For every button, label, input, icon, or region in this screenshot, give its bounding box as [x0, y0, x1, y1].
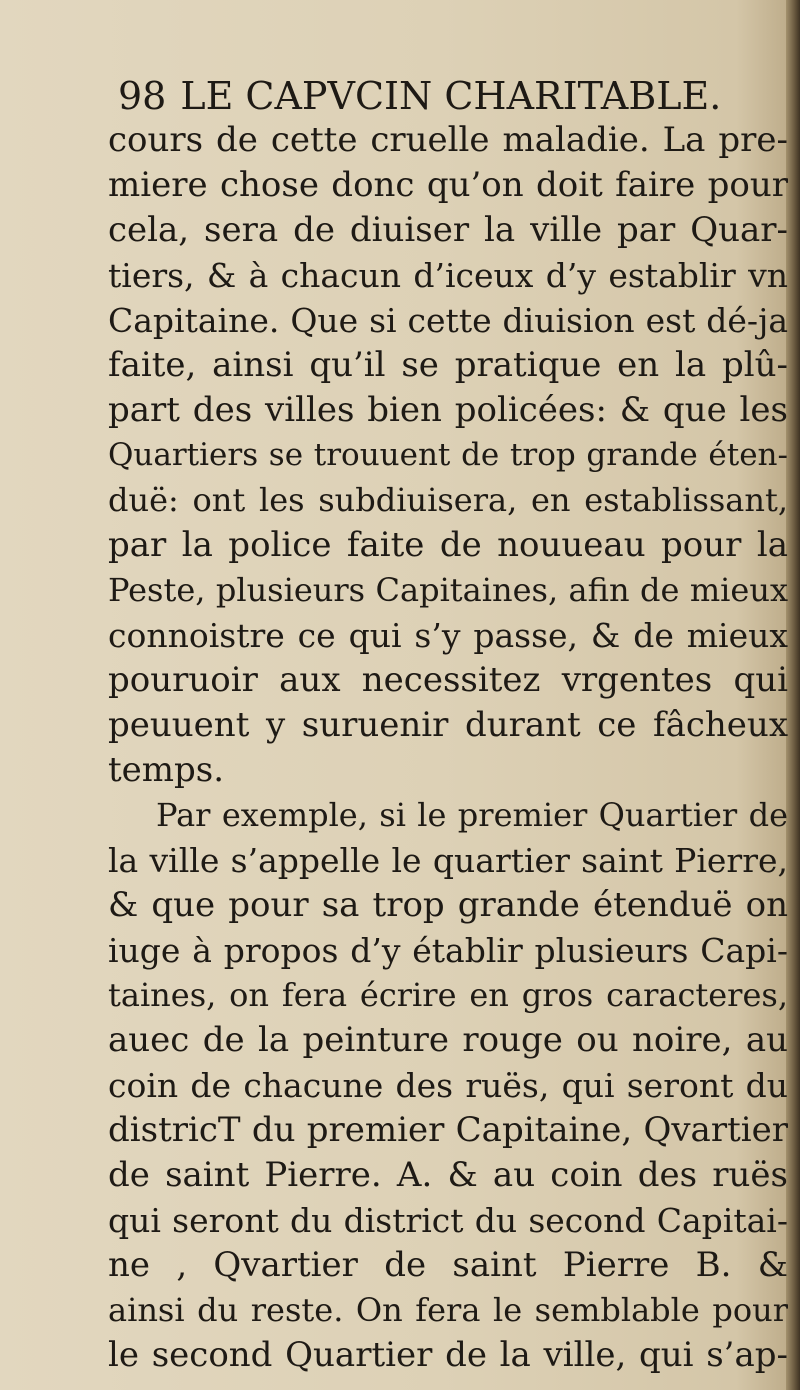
text-line: iuge à propos d’y établir plusieurs Capi-: [108, 931, 788, 970]
text-line: cela, sera de diuiser la ville par Quar-: [108, 210, 788, 250]
text-line: Peste, plusieurs Capitaines, afin de mieux: [108, 571, 788, 609]
text-line: le second Quartier de la ville, qui s’ap-: [108, 1335, 788, 1375]
text-line: part des villes bien policées: & que les: [108, 390, 788, 430]
text-line: taines, on fera écrire en gros caracteres,: [108, 976, 788, 1014]
text-line: faite, ainsi qu’il se pratique en la plû-: [108, 345, 788, 385]
text-line: tiers, & à chacun d’iceux d’y establir vn: [108, 256, 788, 295]
text-line: pouruoir aux necessitez vrgentes qui: [108, 660, 788, 700]
text-line: Par exemple, si le premier Quartier de: [156, 796, 788, 834]
text-line: peuuent y suruenir durant ce fâcheux: [108, 705, 788, 745]
text-line: auec de la peinture rouge ou noire, au: [108, 1020, 788, 1060]
text-line: Quartiers se trouuent de trop grande éten-: [108, 437, 788, 473]
body-text: [108, 118, 788, 1378]
text-line: miere chose donc qu’on doit faire pour: [108, 165, 788, 205]
text-line: cours de cette cruelle maladie. La pre-: [108, 120, 788, 160]
text-line: coin de chacune des ruës, qui seront du: [108, 1066, 788, 1105]
text-line: ainsi du reste. On fera le semblable pour: [108, 1291, 788, 1329]
text-line: par la police faite de nouueau pour la: [108, 525, 788, 565]
text-line: duë: ont les subdiuisera, en establissant,: [108, 481, 788, 519]
text-line: de saint Pierre. A. & au coin des ruës: [108, 1155, 788, 1195]
text-line: Capitaine. Que si cette diuision est dé-ja: [108, 301, 788, 340]
text-line: connoistre ce qui s’y passe, & de mieux: [108, 616, 788, 655]
text-line: ne , Qvartier de saint Pierre B. &: [108, 1245, 788, 1285]
text-line: districT du premier Capitaine, Qvartier: [108, 1110, 788, 1150]
text-line: temps.: [108, 750, 225, 790]
text-line: qui seront du district du second Capitai-: [108, 1201, 788, 1240]
running-title: LE CAPVCIN CHARITABLE.: [180, 74, 722, 118]
page-number: 98: [118, 74, 167, 118]
page-edge: [786, 0, 800, 1390]
text-line: & que pour sa trop grande étenduë on: [108, 885, 788, 925]
text-line: la ville s’appelle le quartier saint Pierre,: [108, 841, 788, 880]
running-header: [118, 70, 778, 122]
